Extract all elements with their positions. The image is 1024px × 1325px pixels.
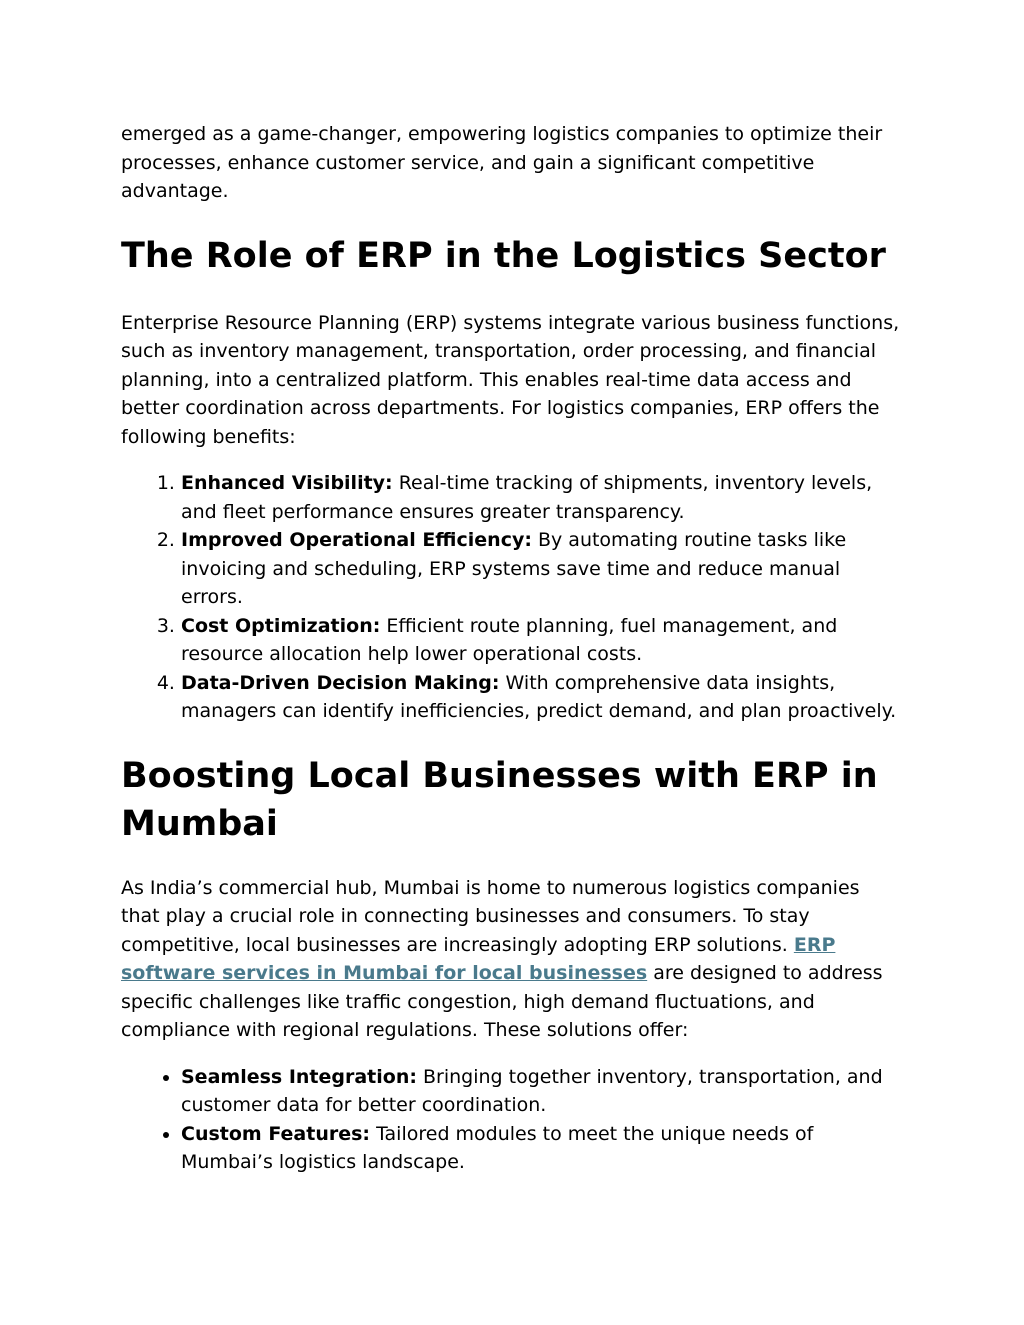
role-paragraph: Enterprise Resource Planning (ERP) systems integrate various business functions, such as inventory management, transportation, order processing, and financial planning, into a centralized platform. This enables real-time data access and better coordination across departments. For logistics companies, ERP offers the following benefits:	[121, 311, 900, 448]
benefit-term: Enhanced Visibility:	[181, 472, 393, 494]
erp-services-mumbai-link[interactable]: ERP software services in Mumbai for local businesses	[121, 933, 836, 984]
benefit-text: Efficient route planning, fuel management, and resource allocation help lower operational costs.	[181, 614, 838, 665]
benefit-text: With comprehensive data insights, managers can identify inefficiencies, predict demand, and plan proactively.	[181, 671, 897, 722]
list-item	[181, 469, 904, 526]
offers-list	[121, 1063, 904, 1177]
boost-text-after-link: are designed to address specific challenges like traffic congestion, high demand fluctuations, and compliance with regional regulations. These solutions offer:	[121, 962, 883, 1041]
intro-paragraph: emerged as a game-changer, empowering logistics companies to optimize their processes, enhance customer service, and gain a significant competitive advantage.	[121, 123, 883, 202]
benefit-term: Improved Operational Efficiency:	[181, 529, 532, 551]
benefits-list	[121, 469, 904, 726]
boost-paragraph	[121, 874, 904, 1045]
section-heading-boosting-local-businesses: Boosting Local Businesses with ERP in Mumbai	[121, 755, 878, 844]
list-item	[181, 526, 904, 612]
list-item	[181, 669, 904, 726]
list-item	[181, 612, 904, 669]
offer-text: Bringing together inventory, transportation, and customer data for better coordination.	[181, 1065, 883, 1116]
list-item	[181, 1063, 904, 1120]
benefit-term: Data-Driven Decision Making:	[181, 671, 500, 694]
offer-term: Custom Features:	[181, 1122, 371, 1145]
benefit-term: Cost Optimization:	[181, 614, 381, 637]
section-heading-role-of-erp: The Role of ERP in the Logistics Sector	[121, 235, 886, 276]
boost-text-before-link: As India’s commercial hub, Mumbai is home to numerous logistics companies that play a crucial role in connecting businesses and consumers. To stay competitive, local businesses are increasingly adopting ERP solutions.	[121, 876, 860, 956]
offer-text: Tailored modules to meet the unique needs of Mumbai’s logistics landscape.	[181, 1122, 814, 1173]
benefit-text: Real-time tracking of shipments, inventory levels, and fleet performance ensures greater transparency.	[181, 472, 873, 523]
benefit-text: By automating routine tasks like invoicing and scheduling, ERP systems save time and reduce manual errors.	[181, 529, 847, 608]
list-item	[181, 1120, 904, 1177]
offer-term: Seamless Integration:	[181, 1065, 417, 1088]
